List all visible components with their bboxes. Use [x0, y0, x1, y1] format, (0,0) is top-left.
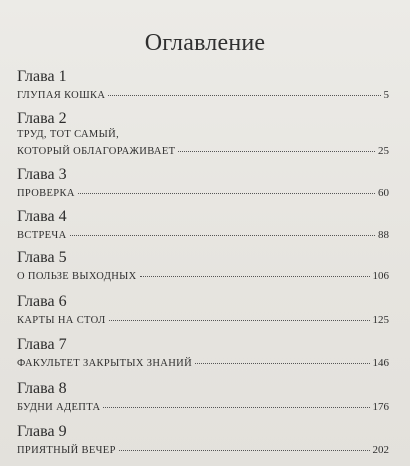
dot-leader	[119, 450, 370, 451]
chapter-title-line	[17, 186, 389, 201]
page-number: 88	[378, 229, 389, 241]
chapter-title: БУДНИ АДЕПТА	[17, 402, 101, 413]
toc-entry	[17, 336, 389, 371]
dot-leader	[70, 235, 375, 236]
chapter-title: ПРИЯТНЫЙ ВЕЧЕР	[17, 445, 116, 456]
chapter-title: О ПОЛЬЗЕ ВЫХОДНЫХ	[17, 271, 137, 282]
chapter-title-line	[17, 144, 389, 159]
chapter-title: ВСТРЕЧА	[17, 230, 67, 241]
toc-entry	[17, 249, 389, 284]
chapter-number: Глава 4	[17, 208, 67, 225]
chapter-title-line	[17, 313, 389, 328]
chapter-number: Глава 7	[17, 336, 67, 353]
chapter-title-line	[17, 269, 389, 284]
chapter-title-line	[17, 400, 389, 415]
chapter-title-line	[17, 88, 389, 103]
dot-leader	[195, 363, 369, 364]
page-number: 146	[372, 357, 389, 369]
page-number: 202	[372, 444, 389, 456]
page-number: 5	[383, 89, 389, 101]
chapter-number: Глава 9	[17, 423, 67, 440]
chapter-title-first-line: ТРУД, ТОТ САМЫЙ,	[17, 129, 120, 140]
dot-leader	[109, 320, 370, 321]
dot-leader	[108, 95, 380, 96]
chapter-number: Глава 1	[17, 68, 67, 85]
chapter-title: ГЛУПАЯ КОШКА	[17, 90, 106, 101]
chapter-title: КАРТЫ НА СТОЛ	[17, 315, 106, 326]
toc-entry	[17, 68, 389, 103]
chapter-number: Глава 3	[17, 166, 67, 183]
toc-entry	[17, 423, 389, 458]
chapter-title-line	[17, 356, 389, 371]
toc-entry	[17, 293, 389, 328]
dot-leader	[178, 151, 375, 152]
chapter-number: Глава 8	[17, 380, 67, 397]
dot-leader	[103, 407, 369, 408]
page-number: 106	[372, 270, 389, 282]
chapter-title: ПРОВЕРКА	[17, 188, 75, 199]
page-number: 176	[372, 401, 389, 413]
toc-entry	[17, 110, 389, 159]
chapter-title-line	[17, 228, 389, 243]
toc-entry	[17, 166, 389, 201]
page-number: 125	[372, 314, 389, 326]
chapter-number: Глава 5	[17, 249, 67, 266]
page-title: Оглавление	[144, 30, 266, 56]
toc-entry	[17, 380, 389, 415]
chapter-title-line	[17, 443, 389, 458]
chapter-number: Глава 2	[17, 110, 67, 127]
chapter-title: ФАКУЛЬТЕТ ЗАКРЫТЫХ ЗНАНИЙ	[17, 358, 193, 369]
dot-leader	[140, 276, 370, 277]
toc-entry	[17, 208, 389, 243]
chapter-number: Глава 6	[17, 293, 67, 310]
page-number: 25	[378, 145, 389, 157]
page-number: 60	[378, 187, 389, 199]
dot-leader	[78, 193, 375, 194]
chapter-title: КОТОРЫЙ ОБЛАГОРАЖИВАЕТ	[17, 146, 176, 157]
